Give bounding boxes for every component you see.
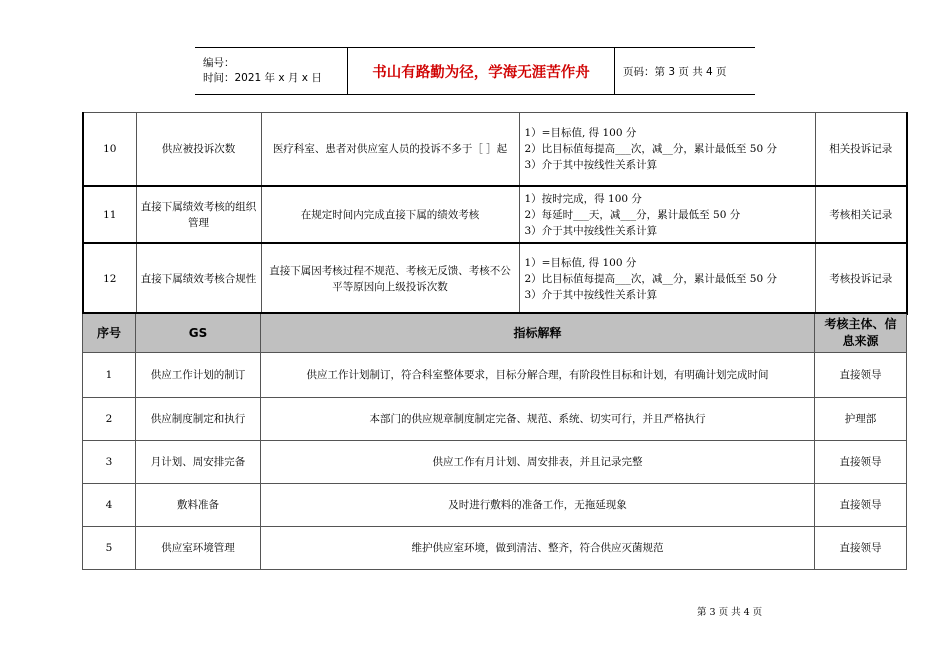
row-source: 相关投诉记录	[815, 113, 907, 187]
criteria-line: 1）=目标值, 得 100 分	[524, 256, 637, 269]
row-number: 5	[83, 527, 136, 570]
row-number: 2	[83, 398, 136, 441]
table-header-row	[83, 313, 907, 353]
header-number: 序号	[83, 313, 136, 353]
row-source: 直接领导	[815, 441, 907, 484]
table-row	[83, 186, 907, 243]
row-criteria	[519, 243, 815, 314]
criteria-line: 3）介于其中按线性关系计算	[524, 224, 658, 237]
row-number: 11	[83, 186, 136, 243]
header-motto: 书山有路勤为径，学海无涯苦作舟	[348, 48, 615, 95]
row-name: 直接下属绩效考核合规性	[136, 243, 261, 314]
table-row	[83, 353, 907, 398]
page-header	[195, 47, 755, 95]
row-number: 10	[83, 113, 136, 187]
criteria-line: 3）介于其中按线性关系计算	[524, 288, 658, 301]
row-number: 12	[83, 243, 136, 314]
row-desc: 供应工作有月计划、周安排表，并且记录完整	[261, 441, 815, 484]
row-name: 供应室环境管理	[136, 527, 261, 570]
row-desc: 本部门的供应规章制度制定完备、规范、系统、切实可行，并且严格执行	[261, 398, 815, 441]
criteria-line: 1）按时完成，得 100 分	[524, 192, 642, 205]
page-footer: 第 3 页 共 4 页	[697, 607, 763, 618]
gs-table	[82, 312, 907, 570]
table-row	[83, 484, 907, 527]
row-name: 供应被投诉次数	[136, 113, 261, 187]
row-desc: 供应工作计划制订，符合科室整体要求，目标分解合理，有阶段性目标和计划，有明确计划完成时间	[261, 353, 815, 398]
table-row	[83, 243, 907, 314]
row-source: 直接领导	[815, 527, 907, 570]
row-name: 月计划、周安排完备	[136, 441, 261, 484]
row-number: 1	[83, 353, 136, 398]
table-row	[83, 398, 907, 441]
row-definition: 直接下属因考核过程不规范、考核无反馈、考核不公平等原因向上级投诉次数	[261, 243, 519, 314]
header-page-label: 页码：第 3 页 共 4 页	[615, 48, 756, 95]
header-gs: GS	[136, 313, 261, 353]
row-desc: 及时进行敷料的准备工作，无拖延现象	[261, 484, 815, 527]
row-desc: 维护供应室环境，做到清洁、整齐，符合供应灭菌规范	[261, 527, 815, 570]
table-row	[83, 527, 907, 570]
table-row	[83, 113, 907, 187]
time-label: 时间：2021 年 x 月 x 日	[203, 72, 322, 84]
criteria-line: 1）=目标值, 得 100 分	[524, 127, 637, 139]
table-row	[83, 441, 907, 484]
row-definition: 在规定时间内完成直接下属的绩效考核	[261, 186, 519, 243]
row-name: 敷料准备	[136, 484, 261, 527]
header-source: 考核主体、信息来源	[815, 313, 907, 353]
criteria-line: 2）比目标值每提高___次，减__分，累计最低至 50 分	[524, 143, 777, 155]
row-source: 直接领导	[815, 353, 907, 398]
criteria-line: 2）每延时___天，减___分，累计最低至 50 分	[524, 208, 741, 221]
row-name: 直接下属绩效考核的组织管理	[136, 186, 261, 243]
criteria-line: 2）比目标值每提高___次，减__分，累计最低至 50 分	[524, 272, 777, 285]
row-criteria	[519, 186, 815, 243]
row-name: 供应制度制定和执行	[136, 398, 261, 441]
row-source: 考核投诉记录	[815, 243, 907, 314]
criteria-line: 3）介于其中按线性关系计算	[524, 159, 658, 171]
header-explanation: 指标解释	[261, 313, 815, 353]
row-source: 考核相关记录	[815, 186, 907, 243]
row-name: 供应工作计划的制订	[136, 353, 261, 398]
row-number: 4	[83, 484, 136, 527]
row-number: 3	[83, 441, 136, 484]
row-source: 直接领导	[815, 484, 907, 527]
kpi-table-top	[82, 112, 908, 315]
row-criteria	[519, 113, 815, 187]
row-source: 护理部	[815, 398, 907, 441]
number-label: 编号：	[203, 57, 235, 69]
header-left	[195, 48, 348, 95]
row-definition: 医疗科室、患者对供应室人员的投诉不多于［ ］起	[261, 113, 519, 187]
